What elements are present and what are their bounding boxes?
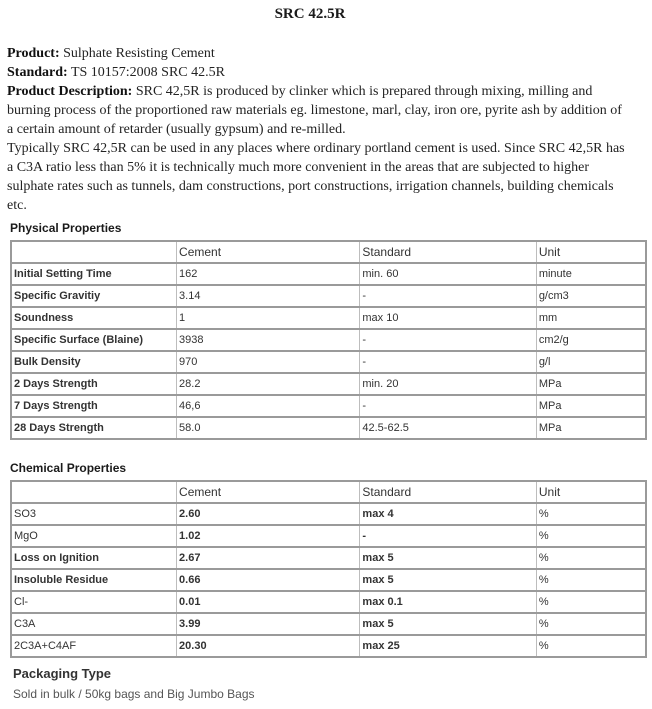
standard-value-cell: - — [360, 525, 536, 547]
table-row — [11, 285, 646, 307]
property-name-cell: C3A — [11, 613, 177, 635]
unit-cell: % — [536, 525, 646, 547]
physical-properties-table — [10, 240, 647, 440]
standard-value-cell: - — [360, 329, 536, 351]
cement-value-cell: 970 — [177, 351, 360, 373]
property-name-cell: Insoluble Residue — [11, 569, 177, 591]
product-label: Product: — [7, 46, 60, 61]
cement-value-cell: 1 — [177, 307, 360, 329]
table-row — [11, 351, 646, 373]
standard-value-cell: max 5 — [360, 547, 536, 569]
product-line — [7, 44, 627, 63]
cement-value-cell: 3938 — [177, 329, 360, 351]
property-name-cell: MgO — [11, 525, 177, 547]
physical-properties-heading: Physical Properties — [10, 221, 122, 235]
standard-value-cell: max 25 — [360, 635, 536, 657]
cement-value-cell: 3.99 — [177, 613, 360, 635]
header-cell — [11, 241, 177, 263]
header-cell: Standard — [360, 241, 536, 263]
standard-value-cell: max 4 — [360, 503, 536, 525]
cement-value-cell: 46,6 — [177, 395, 360, 417]
standard-value-cell: - — [360, 285, 536, 307]
table-header-row — [11, 241, 646, 263]
unit-cell: g/l — [536, 351, 646, 373]
cement-value-cell: 2.60 — [177, 503, 360, 525]
table-header-row — [11, 481, 646, 503]
property-name-cell: Specific Surface (Blaine) — [11, 329, 177, 351]
property-name-cell: Cl- — [11, 591, 177, 613]
property-name-cell: Loss on Ignition — [11, 547, 177, 569]
packaging-text: Sold in bulk / 50kg bags and Big Jumbo Bags — [13, 687, 255, 701]
packaging-heading: Packaging Type — [13, 666, 112, 681]
unit-cell: minute — [536, 263, 646, 285]
cement-value-cell: 58.0 — [177, 417, 360, 439]
description-paragraph-1 — [7, 82, 627, 139]
description-paragraph-2: Typically SRC 42,5R can be used in any places where ordinary portland cement is used. Since SRC 42,5R has a C3A ratio less than 5% it is technically much more convenient in the areas that are subjected to higher sulphate rates such as tunnels, dam constructions, port constructions, irrigation channels, building chemicals etc. — [7, 141, 625, 213]
standard-value-cell: 42.5-62.5 — [360, 417, 536, 439]
standard-value-cell: max 5 — [360, 569, 536, 591]
table-row — [11, 329, 646, 351]
standard-value-cell: - — [360, 351, 536, 373]
table-row — [11, 547, 646, 569]
standard-value-cell: min. 20 — [360, 373, 536, 395]
standard-label: Standard: — [7, 65, 68, 80]
table-row — [11, 569, 646, 591]
property-name-cell: 7 Days Strength — [11, 395, 177, 417]
cement-value-cell: 3.14 — [177, 285, 360, 307]
standard-value: TS 10157:2008 SRC 42.5R — [70, 65, 225, 80]
product-intro — [7, 44, 627, 214]
table-row — [11, 635, 646, 657]
property-name-cell: Bulk Density — [11, 351, 177, 373]
table-row — [11, 263, 646, 285]
cement-value-cell: 0.01 — [177, 591, 360, 613]
property-name-cell: Soundness — [11, 307, 177, 329]
description-label: Product Description: — [7, 84, 133, 99]
header-cell: Unit — [536, 241, 646, 263]
standard-value-cell: max 5 — [360, 613, 536, 635]
unit-cell: % — [536, 591, 646, 613]
unit-cell: % — [536, 635, 646, 657]
cement-value-cell: 0.66 — [177, 569, 360, 591]
property-name-cell: 2 Days Strength — [11, 373, 177, 395]
header-cell: Cement — [177, 481, 360, 503]
table-row — [11, 503, 646, 525]
unit-cell: mm — [536, 307, 646, 329]
property-name-cell: SO3 — [11, 503, 177, 525]
cement-value-cell: 20.30 — [177, 635, 360, 657]
standard-value-cell: max 0.1 — [360, 591, 536, 613]
unit-cell: g/cm3 — [536, 285, 646, 307]
property-name-cell: 2C3A+C4AF — [11, 635, 177, 657]
table-row — [11, 613, 646, 635]
header-cell: Cement — [177, 241, 360, 263]
header-cell — [11, 481, 177, 503]
unit-cell: % — [536, 613, 646, 635]
table-row — [11, 373, 646, 395]
standard-value-cell: - — [360, 395, 536, 417]
header-cell: Standard — [360, 481, 536, 503]
cement-value-cell: 1.02 — [177, 525, 360, 547]
unit-cell: MPa — [536, 417, 646, 439]
chemical-properties-heading: Chemical Properties — [10, 461, 127, 475]
unit-cell: % — [536, 547, 646, 569]
chemical-properties-table — [10, 480, 647, 658]
description-text-1: SRC 42,5R is produced by clinker which is prepared through mixing, milling and burning process of the proportioned raw materials eg. limestone, marl, clay, iron ore, pyrite ash by addition of a certain amount of retarder (usually gypsum) and re-milled. — [7, 84, 622, 137]
property-name-cell: Specific Gravitiy — [11, 285, 177, 307]
table-row — [11, 395, 646, 417]
unit-cell: cm2/g — [536, 329, 646, 351]
cement-value-cell: 2.67 — [177, 547, 360, 569]
unit-cell: MPa — [536, 395, 646, 417]
cement-value-cell: 162 — [177, 263, 360, 285]
product-value: Sulphate Resisting Cement — [63, 46, 215, 61]
unit-cell: % — [536, 503, 646, 525]
unit-cell: % — [536, 569, 646, 591]
table-row — [11, 417, 646, 439]
standard-value-cell: min. 60 — [360, 263, 536, 285]
unit-cell: MPa — [536, 373, 646, 395]
table-row — [11, 591, 646, 613]
header-cell: Unit — [536, 481, 646, 503]
cement-value-cell: 28.2 — [177, 373, 360, 395]
standard-line — [7, 63, 627, 82]
page-title: SRC 42.5R — [274, 6, 346, 22]
table-row — [11, 525, 646, 547]
property-name-cell: Initial Setting Time — [11, 263, 177, 285]
standard-value-cell: max 10 — [360, 307, 536, 329]
property-name-cell: 28 Days Strength — [11, 417, 177, 439]
table-row — [11, 307, 646, 329]
